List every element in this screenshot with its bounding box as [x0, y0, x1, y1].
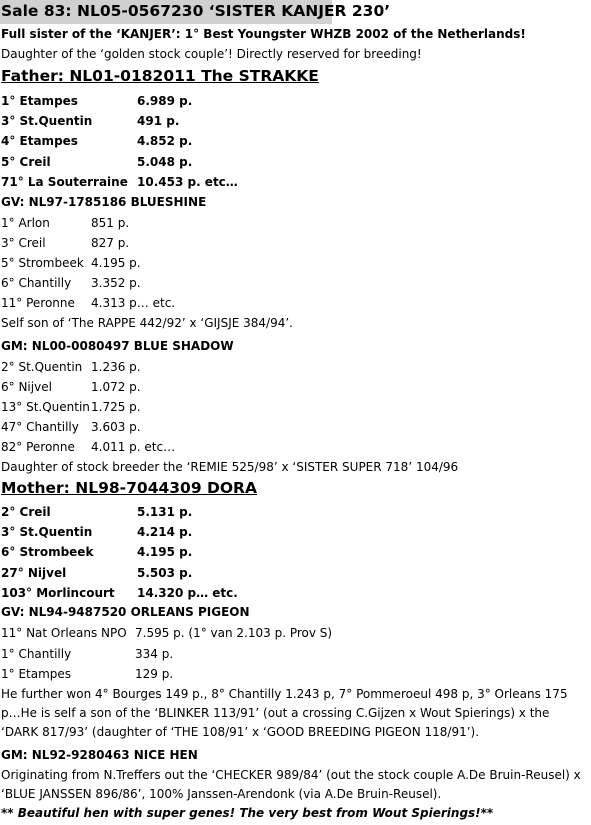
gv2-heading: GV: NL94-9487520 ORLEANS PIGEON: [1, 605, 250, 619]
gv1-heading: GV: NL97-1785186 BLUESHINE: [1, 195, 207, 209]
result-place: 1° Etampes: [1, 667, 72, 681]
result-points: 1.725 p.: [91, 400, 141, 414]
result-points: 1.072 p.: [91, 380, 141, 394]
result-place: 3° St.Quentin: [1, 525, 93, 540]
result-row: [1, 173, 238, 191]
gv2-note: He further won 4° Bourges 149 p., 8° Chantilly 1.243 p, 7° Pommeroeul 498 p, 3° Orleans 175 p…He is self a son of the ‘BLINKER 113/91’ (out a crossing C.Gijzen x Wout Spierings) x the ‘DARK 817/93’ (daughter of ‘THE 108/91’ x ‘GOOD BREEDING PIGEON 118/91’).: [1, 687, 568, 739]
result-row: [1, 543, 193, 561]
result-points: 7.595 p. (1° van 2.103 p. Prov S): [135, 626, 333, 640]
result-place: 47° Chantilly: [1, 420, 79, 434]
result-place: 11° Nat Orleans NPO: [1, 626, 127, 640]
result-points: 827 p.: [91, 236, 130, 250]
result-row: [1, 274, 141, 292]
result-points: 4.214 p.: [137, 525, 193, 540]
result-row: [1, 378, 141, 396]
result-row: [1, 92, 193, 110]
result-points: 5.131 p.: [137, 505, 193, 519]
result-place: 3° St.Quentin: [1, 114, 93, 129]
result-place: 1° Chantilly: [1, 646, 72, 661]
result-points: 334 p.: [135, 646, 174, 661]
intro-line-1: Full sister of the ‘KANJER’: 1° Best Youngster WHZB 2002 of the Netherlands!: [1, 27, 526, 41]
result-place: 13° St.Quentin: [1, 400, 90, 414]
result-points: 14.320 p… etc.: [137, 585, 238, 600]
result-place: 82° Peronne: [1, 440, 75, 454]
result-row: [1, 294, 176, 312]
result-row: [1, 645, 174, 663]
result-place: 27° Nijvel: [1, 565, 67, 580]
mother-heading: Mother: NL98-7044309 DORA: [1, 479, 257, 497]
result-row: [1, 112, 180, 130]
result-points: 4.852 p.: [137, 134, 193, 149]
result-row: [1, 234, 130, 252]
result-row: [1, 132, 193, 150]
gm1-heading: GM: NL00-0080497 BLUE SHADOW: [1, 339, 234, 353]
result-row: [1, 584, 238, 602]
result-row: [1, 624, 333, 642]
result-row: [1, 665, 174, 683]
result-place: 6° Strombeek: [1, 545, 94, 560]
result-place: 5° Strombeek: [1, 256, 84, 270]
result-row: [1, 153, 193, 171]
result-place: 1° Etampes: [1, 94, 78, 108]
father-heading: Father: NL01-0182011 The STRAKKE: [1, 67, 319, 85]
result-place: 6° Chantilly: [1, 276, 72, 290]
result-points: 491 p.: [137, 114, 180, 129]
result-row: [1, 398, 141, 416]
result-place: 71° La Souterraine: [1, 174, 128, 189]
result-points: 4.195 p.: [137, 545, 193, 560]
intro-line-2: Daughter of the ‘golden stock couple’! Directly reserved for breeding!: [1, 47, 422, 61]
result-points: 6.989 p.: [137, 94, 193, 108]
result-points: 5.503 p.: [137, 565, 193, 580]
result-row: [1, 503, 193, 521]
result-row: [1, 214, 130, 232]
result-points: 4.195 p.: [91, 256, 141, 270]
gm2-note: Originating from N.Treffers out the ‘CHECKER 989/84’ (out the stock couple A.De Bruin-Reusel) x ‘BLUE JANSSEN 896/86’, 100% Janssen-Arendonk (via A.De Bruin-Reusel).: [1, 768, 581, 801]
gm1-note: Daughter of stock breeder the ‘REMIE 525/98’ x ‘SISTER SUPER 718’ 104/96: [1, 460, 459, 474]
result-row: [1, 358, 141, 376]
result-place: 5° Creil: [1, 154, 51, 169]
result-points: 5.048 p.: [137, 154, 193, 169]
gv1-note: Self son of ‘The RAPPE 442/92’ x ‘GIJSJE 384/94’.: [1, 316, 293, 330]
result-points: 10.453 p. etc…: [137, 174, 238, 189]
result-row: [1, 438, 176, 456]
result-place: 11° Peronne: [1, 296, 75, 310]
result-points: 851 p.: [91, 216, 130, 230]
result-points: 1.236 p.: [91, 360, 141, 374]
result-row: [1, 564, 193, 582]
result-place: 6° Nijvel: [1, 380, 52, 394]
result-place: 1° Arlon: [1, 216, 50, 230]
result-points: 129 p.: [135, 667, 174, 681]
result-place: 3° Creil: [1, 236, 46, 250]
result-row: [1, 418, 141, 436]
result-points: 4.011 p. etc…: [91, 440, 176, 454]
result-row: [1, 254, 141, 272]
result-place: 2° St.Quentin: [1, 360, 83, 374]
result-points: 3.603 p.: [91, 420, 141, 434]
result-points: 4.313 p… etc.: [91, 296, 176, 310]
result-row: [1, 523, 193, 541]
gm2-heading: GM: NL92-9280463 NICE HEN: [1, 748, 198, 762]
sale-title: Sale 83: NL05-0567230 ‘SISTER KANJER 230’: [1, 2, 391, 20]
result-place: 2° Creil: [1, 505, 51, 519]
result-points: 3.352 p.: [91, 276, 141, 290]
result-place: 103° Morlincourt: [1, 585, 115, 600]
closing-line: ** Beautiful hen with super genes! The very best from Wout Spierings!**: [1, 806, 494, 820]
result-place: 4° Etampes: [1, 134, 78, 149]
